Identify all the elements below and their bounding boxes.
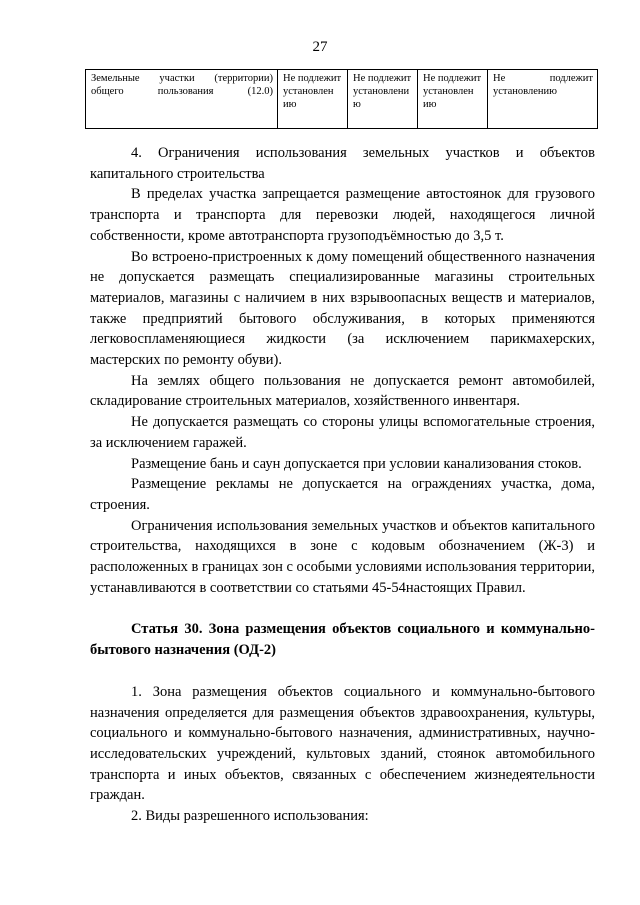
paragraph: 2. Виды разрешенного использования:: [131, 808, 369, 825]
paragraph: Размещение бань и саун допускается при условии канализования стоков.: [131, 455, 582, 472]
article-heading: Статья 30. Зона размещения объектов социального и коммунально-бытового назначения (ОД-2): [90, 621, 595, 659]
paragraph: На землях общего пользования не допускается ремонт автомобилей, складирование строительных материалов, хозяйственного инвентаря.: [90, 372, 595, 410]
table-cell: Не подлежит установлен ию: [418, 70, 488, 129]
table-row: [86, 70, 598, 129]
table-cell: Не подлежит установлению: [488, 70, 598, 129]
land-use-table: [85, 69, 598, 129]
paragraph: Размещение рекламы не допускается на ограждениях участка, дома, строения.: [90, 476, 595, 513]
paragraph: Во встроено-пристроенных к дому помещений общественного назначения не допускается размещать специализированные магазины строительных материалов, магазины с наличием в них взрывоопасных веществ и материалов, также предприятий бытового обслуживания, в которых применяются легковоспламеняющиеся жидкости (за исключением парикмахерских, мастерских по ремонту обуви).: [90, 248, 595, 369]
table-cell: Не подлежит установлени ю: [348, 70, 418, 129]
paragraph: Ограничения использования земельных участков и объектов капитального строительства, находящихся в зоне с кодовым обозначением (Ж-3) и расположенных в границах зон с особыми условиями использования территории, устанавливаются в соответствии со статьями 45-54настоящих Правил.: [90, 517, 595, 596]
paragraph: В пределах участка запрещается размещение автостоянок для грузового транспорта и транспорта для перевозки людей, находящегося личной собственности, кроме автотранспорта грузоподъёмностью до 3,5 т.: [90, 186, 595, 244]
document-body: [90, 143, 595, 827]
paragraph-restrictions-title: 4. Ограничения использования земельных участков и объектов капитального строительства: [90, 145, 595, 182]
page-number: 27: [312, 39, 328, 55]
table-cell-land-type: Земельные участки (территории) общего пользования (12.0): [86, 70, 278, 129]
paragraph: 1. Зона размещения объектов социального и коммунально-бытового назначения определяется для размещения объектов здравоохранения, культуры, социального и коммунально-бытового назначения, административных, научно-исследовательских учреждений, культовых зданий, стоянок автомобильного транспорта и иных объектов, связанных с обеспечением жизнедеятельности граждан.: [90, 683, 595, 804]
paragraph: Не допускается размещать со стороны улицы вспомогательные строения, за исключением гаражей.: [90, 414, 595, 451]
table-cell: Не подлежит установлен ию: [278, 70, 348, 129]
